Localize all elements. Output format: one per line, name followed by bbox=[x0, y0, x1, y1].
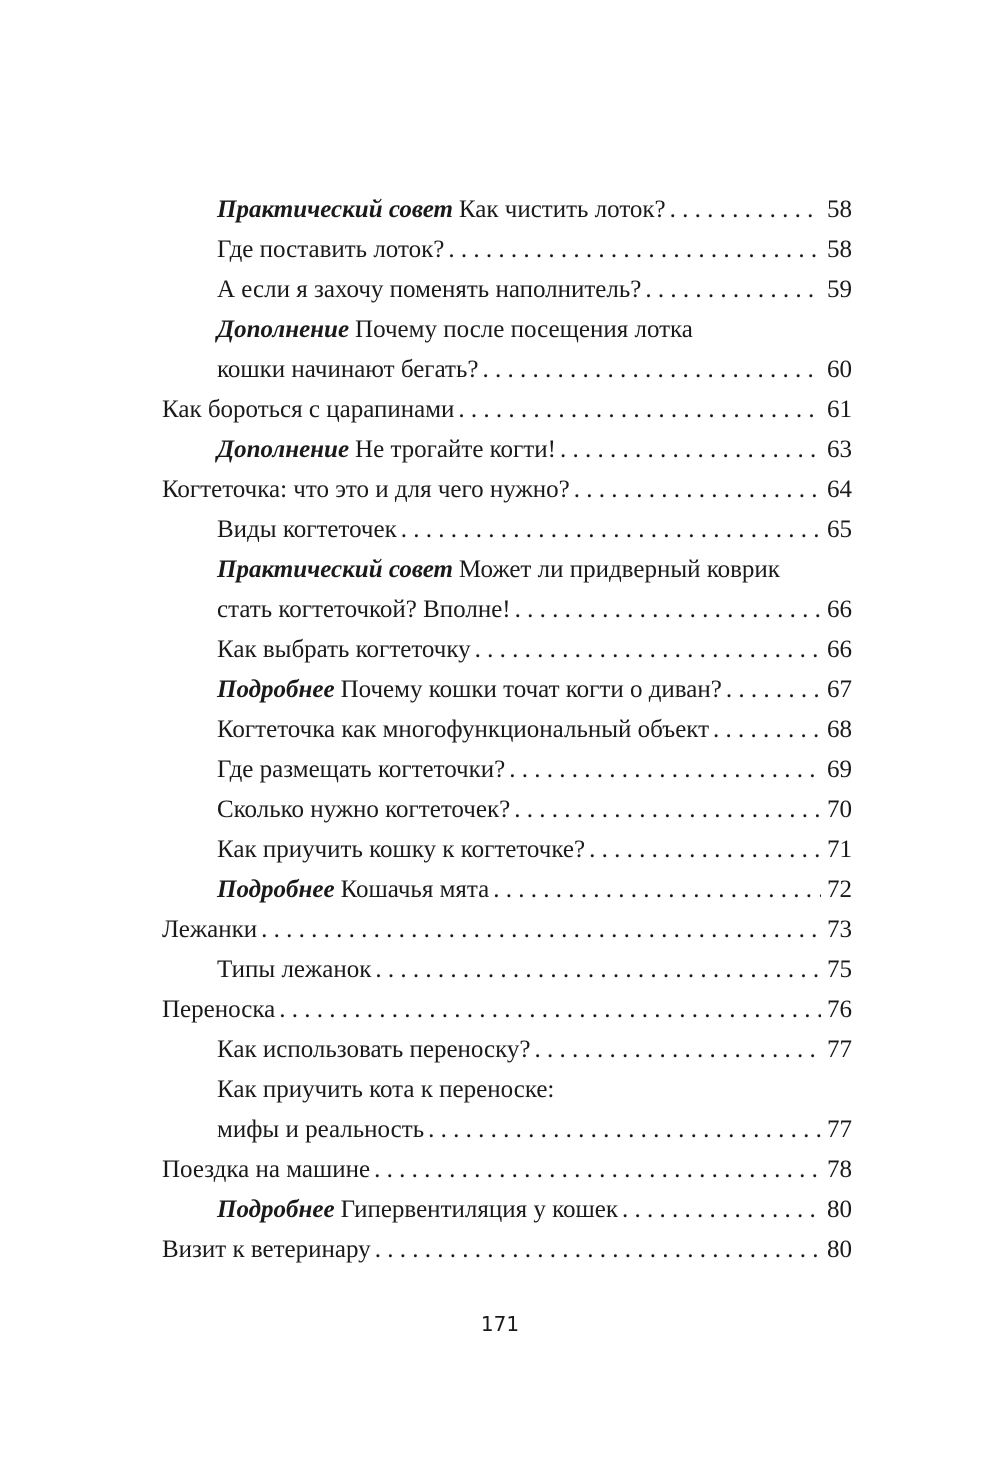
toc-entry-title: Переноска bbox=[162, 996, 276, 1023]
toc-entry-page: 77 bbox=[827, 1036, 852, 1063]
page-number: 171 bbox=[480, 1312, 520, 1336]
dot-leader bbox=[428, 1110, 821, 1150]
toc-entry-title: Лежанки bbox=[162, 916, 258, 943]
dot-leader bbox=[560, 430, 821, 470]
toc-entry-title: Когтеточка: что это и для чего нужно? bbox=[162, 476, 570, 503]
toc-entry-tag: Подробнее bbox=[217, 1196, 335, 1223]
toc-entry-page: 67 bbox=[827, 676, 852, 703]
dot-leader bbox=[514, 790, 821, 830]
dot-leader bbox=[493, 870, 821, 910]
toc-entry-title: Как приучить кошку к когтеточке? bbox=[217, 836, 586, 863]
toc-entry-page: 59 bbox=[827, 276, 852, 303]
toc-entry-title: Как чистить лоток? bbox=[458, 196, 666, 223]
toc-entry-page: 63 bbox=[827, 436, 852, 463]
dot-leader bbox=[475, 630, 821, 670]
toc-entry-page: 75 bbox=[827, 956, 852, 983]
dot-leader bbox=[670, 190, 821, 230]
toc-entry bbox=[162, 710, 852, 750]
toc-entry bbox=[162, 1110, 852, 1150]
dot-leader bbox=[622, 1190, 821, 1230]
dot-leader bbox=[713, 710, 821, 750]
toc-entry-title: Гипервентиляция у кошек bbox=[340, 1196, 618, 1223]
toc-entry bbox=[162, 830, 852, 870]
dot-leader bbox=[401, 510, 821, 550]
dot-leader bbox=[515, 590, 821, 630]
toc-entry bbox=[162, 230, 852, 270]
toc-entry-page: 58 bbox=[827, 236, 852, 263]
toc-entry-tag: Практический совет bbox=[217, 196, 453, 223]
toc-entry bbox=[162, 430, 852, 470]
toc-entry-title: Где размещать когтеточки? bbox=[217, 756, 506, 783]
table-of-contents bbox=[162, 190, 852, 1270]
dot-leader bbox=[375, 1230, 821, 1270]
toc-entry-page: 71 bbox=[827, 836, 852, 863]
toc-entry-title: Кошачья мята bbox=[340, 876, 490, 903]
dot-leader bbox=[535, 1030, 821, 1070]
toc-entry-page: 65 bbox=[827, 516, 852, 543]
toc-entry-page: 58 bbox=[827, 196, 852, 223]
toc-entry-tag: Дополнение bbox=[217, 436, 350, 463]
toc-entry-page: 78 bbox=[827, 1156, 852, 1183]
dot-leader bbox=[509, 750, 821, 790]
toc-entry-title: Сколько нужно когтеточек? bbox=[217, 796, 511, 823]
toc-entry-title: Как приучить кота к переноске: bbox=[217, 1076, 555, 1103]
toc-entry bbox=[162, 870, 852, 910]
toc-entry-title: Поездка на машине bbox=[162, 1156, 371, 1183]
dot-leader bbox=[482, 350, 821, 390]
toc-entry-title: Как использовать переноску? bbox=[217, 1036, 531, 1063]
toc-entry-title: стать когтеточкой? Вполне! bbox=[217, 596, 511, 623]
toc-entry bbox=[162, 470, 852, 510]
toc-entry-page: 80 bbox=[827, 1236, 852, 1263]
toc-entry-page: 66 bbox=[827, 596, 852, 623]
toc-entry-page: 60 bbox=[827, 356, 852, 383]
toc-entry bbox=[162, 1150, 852, 1190]
toc-entry-title: А если я захочу поменять наполнитель? bbox=[217, 276, 642, 303]
toc-entry bbox=[162, 670, 852, 710]
toc-entry bbox=[162, 990, 852, 1030]
toc-entry bbox=[162, 270, 852, 310]
toc-entry bbox=[162, 1070, 852, 1110]
dot-leader bbox=[261, 910, 821, 950]
toc-entry-tag: Подробнее bbox=[217, 876, 335, 903]
toc-entry bbox=[162, 750, 852, 790]
toc-entry-page: 70 bbox=[827, 796, 852, 823]
toc-entry bbox=[162, 790, 852, 830]
toc-entry-title: Почему кошки точат когти о диван? bbox=[340, 676, 722, 703]
toc-entry-title: Где поставить лоток? bbox=[217, 236, 445, 263]
toc-entry-tag: Подробнее bbox=[217, 676, 335, 703]
toc-entry bbox=[162, 1190, 852, 1230]
toc-entry-page: 80 bbox=[827, 1196, 852, 1223]
toc-entry-title: Типы лежанок bbox=[217, 956, 372, 983]
toc-entry bbox=[162, 350, 852, 390]
toc-entry-page: 64 bbox=[827, 476, 852, 503]
toc-entry-title: Может ли придверный коврик bbox=[458, 556, 780, 583]
toc-entry bbox=[162, 190, 852, 230]
toc-entry-page: 77 bbox=[827, 1116, 852, 1143]
toc-entry bbox=[162, 1230, 852, 1270]
dot-leader bbox=[589, 830, 821, 870]
toc-entry-title: Как выбрать когтеточку bbox=[217, 636, 471, 663]
dot-leader bbox=[726, 670, 821, 710]
toc-entry-title: Когтеточка как многофункциональный объект bbox=[217, 716, 710, 743]
dot-leader bbox=[279, 990, 821, 1030]
toc-entry-title: Визит к ветеринару bbox=[162, 1236, 371, 1263]
toc-entry bbox=[162, 310, 852, 350]
toc-entry-tag: Практический совет bbox=[217, 556, 453, 583]
toc-entry-title: Почему после посещения лотка bbox=[355, 316, 693, 343]
toc-entry bbox=[162, 590, 852, 630]
toc-entry-page: 73 bbox=[827, 916, 852, 943]
dot-leader bbox=[374, 1150, 821, 1190]
toc-entry bbox=[162, 1030, 852, 1070]
toc-entry-title: мифы и реальность bbox=[217, 1116, 425, 1143]
toc-entry-tag: Дополнение bbox=[217, 316, 350, 343]
toc-entry bbox=[162, 910, 852, 950]
toc-entry bbox=[162, 390, 852, 430]
dot-leader bbox=[645, 270, 821, 310]
toc-entry-page: 68 bbox=[827, 716, 852, 743]
dot-leader bbox=[574, 470, 821, 510]
toc-entry-title: Как бороться с царапинами bbox=[162, 396, 455, 423]
toc-entry-title: Не трогайте когти! bbox=[355, 436, 556, 463]
toc-entry bbox=[162, 630, 852, 670]
toc-entry-page: 76 bbox=[827, 996, 852, 1023]
toc-entry-page: 61 bbox=[827, 396, 852, 423]
toc-entry bbox=[162, 510, 852, 550]
toc-entry bbox=[162, 550, 852, 590]
toc-entry-title: кошки начинают бегать? bbox=[217, 356, 479, 383]
dot-leader bbox=[448, 230, 821, 270]
dot-leader bbox=[458, 390, 821, 430]
toc-entry-page: 69 bbox=[827, 756, 852, 783]
toc-entry-title: Виды когтеточек bbox=[217, 516, 397, 543]
dot-leader bbox=[375, 950, 821, 990]
toc-entry-page: 66 bbox=[827, 636, 852, 663]
toc-entry-page: 72 bbox=[827, 876, 852, 903]
toc-entry bbox=[162, 950, 852, 990]
